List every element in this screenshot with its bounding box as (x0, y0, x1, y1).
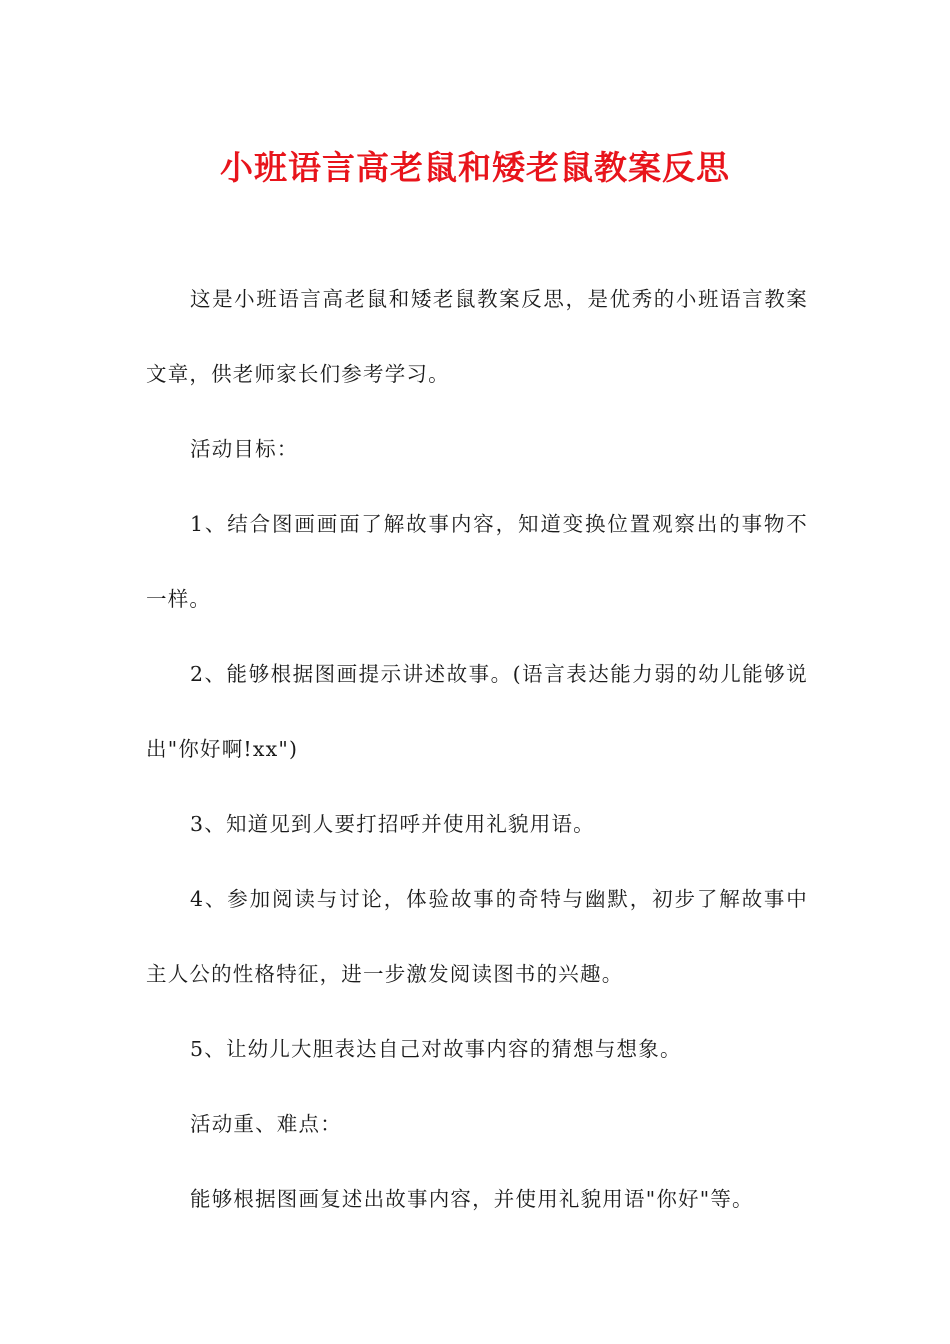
document-title: 小班语言高老鼠和矮老鼠教案反思 (220, 148, 730, 187)
intro-paragraph: 这是小班语言高老鼠和矮老鼠教案反思，是优秀的小班语言教案文章，供老师家长们参考学习。 (146, 287, 808, 386)
goal-item-4: 4、参加阅读与讨论，体验故事的奇特与幽默，初步了解故事中主人公的性格特征，进一步激发阅读图书的兴趣。 (146, 887, 808, 986)
goal-item-2: 2、能够根据图画提示讲述故事。(语言表达能力弱的幼儿能够说出"你好啊!xx") (146, 662, 808, 761)
goal-item-1: 1、结合图画画面了解故事内容，知道变换位置观察出的事物不一样。 (146, 512, 808, 611)
goal-item-3: 3、知道见到人要打招呼并使用礼貌用语。 (190, 812, 595, 836)
section-heading-key-points: 活动重、难点： (190, 1112, 342, 1136)
document-body (146, 262, 808, 1237)
section-heading-goals: 活动目标： (190, 437, 299, 461)
goal-item-5: 5、让幼儿大胆表达自己对故事内容的猜想与想象。 (190, 1037, 682, 1061)
key-points-paragraph: 能够根据图画复述出故事内容，并使用礼貌用语"你好"等。 (190, 1187, 754, 1211)
